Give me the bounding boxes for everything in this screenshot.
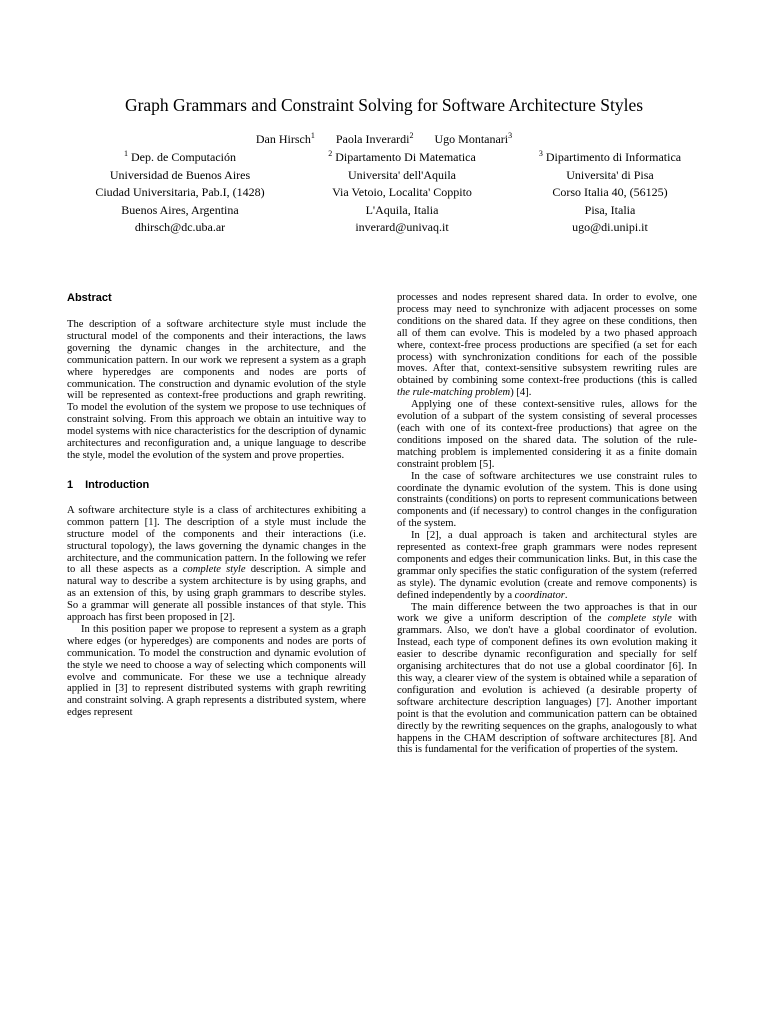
author-name: Ugo Montanari xyxy=(434,132,509,146)
author-name: Paola Inverardi xyxy=(335,132,410,146)
author-mark: 2 xyxy=(409,131,414,140)
affiliation-line: Via Vetoio, Localita' Coppito xyxy=(332,185,472,199)
author-email: dhirsch@dc.uba.ar xyxy=(134,220,226,234)
affiliation-line: Corso Italia 40, (56125) xyxy=(552,185,668,199)
paragraph: In this position paper we propose to represent a system as a graph where edges (or hyperedges) are components and nodes are ports of communication. To model the construction and dynamic evolution of the style we need to choose a way of selecting which components will evolve and communicate. For these we use a technique already applied in [3] to represent distributed systems with graph rewriting and constraint solving. A graph represents a distributed system, where edges represent xyxy=(67,623,366,719)
emphasis-text: the rule-matching problem xyxy=(397,387,511,399)
paragraph: In the case of software architectures we use constraint rules to coordinate the dynamic evolution of the system. This is done using constraints (conditions) on ports to represent communications between components and (if necessary) to control changes in the configuration of the system. xyxy=(397,470,697,530)
right-column xyxy=(397,292,697,756)
emphasis-text: coordinator xyxy=(514,589,565,601)
affiliation-mark: 2 xyxy=(328,149,333,158)
affiliation-3 xyxy=(500,149,720,237)
paragraph-text: processes and nodes represent shared data. In order to evolve, one process may need to synchronize with adjacent processes on some conditions on the shared data. If they agree on these conditions, then all of them can evolve. This is modeled by a two phased approach where, context-free process productions are specified (a set for each process) with synchronization conditions for each of the possible moves. After that, context-sensitive subsystem rewriting rules are obtained by combining some context-free productions (this is called xyxy=(397,292,697,387)
affiliation-line: Dipartimento di Informatica xyxy=(545,150,682,164)
paragraph-text: description. A simple and natural way to describe a system architecture is by using graphs, and as an extension of this, by using graph grammars to describe styles. So a grammar will generate all possible instances of that style. This approach has first been proposed in [2]. xyxy=(67,564,366,624)
paragraph-text: . xyxy=(564,589,568,601)
affiliation-line: Universidad de Buenos Aires xyxy=(109,167,251,182)
section-number: 1 xyxy=(67,478,74,491)
abstract-text: The description of a software architecture style must include the structural model of the components and their interactions, the laws governing the dynamic changes in the architecture, and the communication pattern. In our work we represent a system as a graph where hyperedges are components and nodes are ports of communication. The construction and dynamic evolution of the style will be represented as context-free productions and graph rewriting. To model the evolution of the system we propose to use techniques of constraint solving. From this approach we obtain an intuitive way to model systems with nice characteristics for the description of dynamic architectures and reconfiguration and, a unique language to describe the style, model the evolution of the system and prove properties. xyxy=(67,319,366,461)
paragraph xyxy=(397,602,697,757)
paragraph xyxy=(397,292,697,399)
author-mark: 1 xyxy=(310,131,315,140)
abstract-heading: Abstract xyxy=(67,292,112,304)
author-2 xyxy=(336,132,414,146)
paragraph-text: The main difference between the two approaches is that in our work we give a uniform description of the xyxy=(397,601,697,625)
paragraph-text: In [2], a dual approach is taken and architectural styles are represented as context-free graph grammars were nodes represent components and edges their communication links. But, in this case the grammar only specifies the static configuration of the system (referred as style). The dynamic evolution (create and remove components) is defined independently by a xyxy=(397,530,697,601)
author-3 xyxy=(434,132,512,146)
affiliation-2 xyxy=(300,149,504,237)
affiliation-1 xyxy=(60,149,300,237)
author-email: ugo@di.unipi.it xyxy=(572,220,648,234)
paragraph-text: ) [4]. xyxy=(510,387,532,399)
paragraph xyxy=(397,530,697,601)
affiliation-line: Dep. de Computación xyxy=(131,150,236,164)
affiliation-line: Universita' di Pisa xyxy=(566,167,654,182)
emphasis-text: complete style xyxy=(607,613,672,625)
affiliation-line: Universita' dell'Aquila xyxy=(348,167,456,182)
affiliation-line: Ciudad Universitaria, Pab.I, (1428) xyxy=(95,185,265,199)
left-column xyxy=(67,291,366,719)
affiliation-line: Dipartamento Di Matematica xyxy=(335,150,476,164)
section-heading xyxy=(67,478,366,492)
section-title: Introduction xyxy=(85,478,150,491)
affiliation-mark: 1 xyxy=(124,149,128,158)
affiliation-line: Buenos Aires, Argentina xyxy=(121,202,239,217)
paragraph-text: A software architecture style is a class of architectures exhibiting a common pattern [1]. The description of a style must include the structure model of the components and their interactions (i.e. structural topology), the laws governing the dynamic changes in the architecture, and the communication pattern. In the following we refer to all these aspects as a xyxy=(67,504,366,576)
author-name: Dan Hirsch xyxy=(255,132,311,146)
paragraph-text: with grammars. Also, we don't have a global coordinator of evolution. Instead, each type of component defines its own evolution making it easier to describe dynamic reconfiguration and specially for self organising architectures that do not use a global coordinator [6]. In this way, a clearer view of the system is obtained while a separation of configuration and evolution is achieved (a desirable property of software architecture description languages) [7]. Another important point is that the evolution and communication pattern can be obtained directly by the rewriting sequences on the graphs, analogously to what happens in the CHAM description of software architectures [8]. And this is fundamental for the verification of properties of the system. xyxy=(397,613,697,756)
affiliation-line: Pisa, Italia xyxy=(584,202,636,217)
author-list xyxy=(0,131,768,147)
paragraph: Applying one of these context-sensitive rules, allows for the evolution of a subpart of the system consisting of several processes (each with one of its context-free productions) that agree on the conditions imposed on the shared data. The solution of the rule-matching problem is implemented considering it as a finite domain constraint problem [5]. xyxy=(397,399,697,470)
affiliation-line: L'Aquila, Italia xyxy=(365,202,439,217)
emphasis-text: complete style xyxy=(182,564,246,576)
author-mark: 3 xyxy=(508,131,513,140)
author-1 xyxy=(256,132,315,146)
affiliation-mark: 3 xyxy=(538,149,543,158)
author-email: inverard@univaq.it xyxy=(355,220,449,234)
paragraph xyxy=(67,505,366,624)
paper-title: Graph Grammars and Constraint Solving for Software Architecture Styles xyxy=(124,95,644,115)
